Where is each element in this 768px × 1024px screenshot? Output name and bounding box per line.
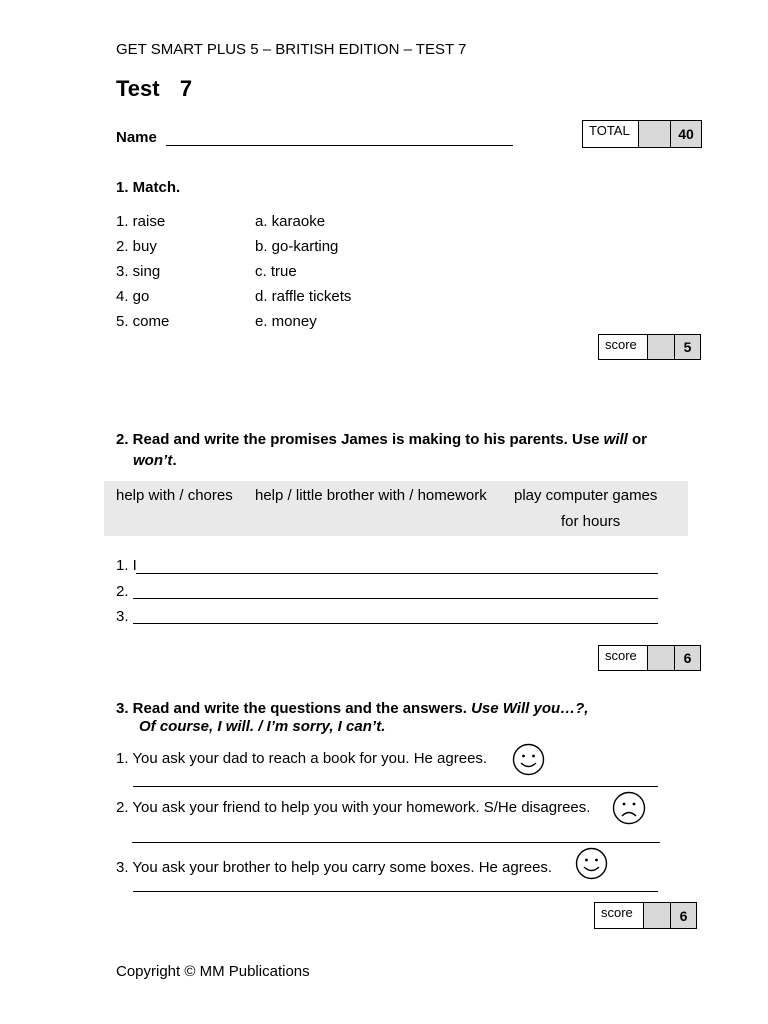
section3-score-label: score	[595, 903, 644, 928]
section2-score-label: score	[599, 646, 648, 670]
section3-title	[116, 700, 676, 736]
page-title: Test 7	[116, 76, 193, 101]
word-box-item: help / little brother with / homework	[255, 487, 487, 504]
match-right-item: e. money	[255, 313, 317, 330]
section3-score-entry[interactable]	[644, 903, 671, 928]
question-text: 1. You ask your dad to reach a book for you. He agrees.	[116, 750, 488, 767]
answer-line-q3[interactable]	[133, 891, 658, 892]
total-score-box	[582, 120, 702, 148]
answer-line-q1[interactable]	[133, 786, 658, 787]
question-text: 2. You ask your friend to help you with your homework. S/He disagrees.	[116, 799, 591, 816]
question-text: 3. You ask your brother to help you carry some boxes. He agrees.	[116, 859, 553, 876]
section1-score-label: score	[599, 335, 648, 359]
match-right-item: a. karaoke	[255, 213, 326, 230]
answer-line-2[interactable]	[133, 598, 658, 599]
section2-title-or: or	[627, 431, 648, 448]
word-box	[104, 481, 688, 536]
answer-label: 3.	[116, 608, 129, 625]
total-label: TOTAL	[583, 121, 639, 147]
section3-title-italic1: Use Will you…?,	[471, 700, 589, 717]
section2-title-dot: .	[172, 452, 177, 469]
copyright-footer: Copyright © MM Publications	[116, 963, 310, 980]
section2-title	[116, 429, 676, 471]
happy-face-icon	[575, 847, 608, 880]
name-field[interactable]	[166, 145, 513, 146]
section2-score-box	[598, 645, 701, 671]
answer-label: 2.	[116, 583, 129, 600]
section3-title-italic2: Of course, I will. / I’m sorry, I can’t.	[139, 718, 386, 735]
word-box-item: help with / chores	[116, 487, 233, 504]
section2-title-wont: won’t	[133, 452, 173, 469]
match-left-item: 5. come	[116, 313, 170, 330]
word-box-item: play computer games	[514, 487, 658, 504]
section2-title-will: will	[603, 431, 628, 448]
section1-score-entry[interactable]	[648, 335, 675, 359]
section2-score-entry[interactable]	[648, 646, 675, 670]
section1-title: 1. Match.	[116, 179, 181, 196]
match-right-item: c. true	[255, 263, 297, 280]
match-right-item: b. go-karting	[255, 238, 339, 255]
happy-face-icon	[512, 743, 545, 776]
sad-face-icon	[612, 791, 646, 825]
answer-line-3[interactable]	[133, 623, 658, 624]
word-box-item: for hours	[561, 513, 621, 530]
answer-line-q2[interactable]	[132, 842, 660, 843]
section3-title-text: 3. Read and write the questions and the answers.	[116, 700, 472, 717]
section1-score-max: 5	[675, 335, 700, 359]
match-right-item: d. raffle tickets	[255, 288, 352, 305]
section3-score-max: 6	[671, 903, 696, 928]
answer-line-1[interactable]	[136, 573, 658, 574]
match-left-item: 1. raise	[116, 213, 166, 230]
page-header: GET SMART PLUS 5 – BRITISH EDITION – TEST 7	[116, 41, 467, 58]
answer-label: 1. I	[116, 557, 137, 574]
section3-score-box	[594, 902, 697, 929]
total-max: 40	[671, 121, 701, 147]
section2-title-text: 2. Read and write the promises James is making to his parents. Use	[116, 431, 604, 448]
match-left-item: 2. buy	[116, 238, 157, 255]
section2-score-max: 6	[675, 646, 700, 670]
total-entry[interactable]	[639, 121, 671, 147]
match-left-item: 4. go	[116, 288, 150, 305]
name-label: Name	[116, 129, 157, 146]
match-left-item: 3. sing	[116, 263, 161, 280]
section1-score-box	[598, 334, 701, 360]
